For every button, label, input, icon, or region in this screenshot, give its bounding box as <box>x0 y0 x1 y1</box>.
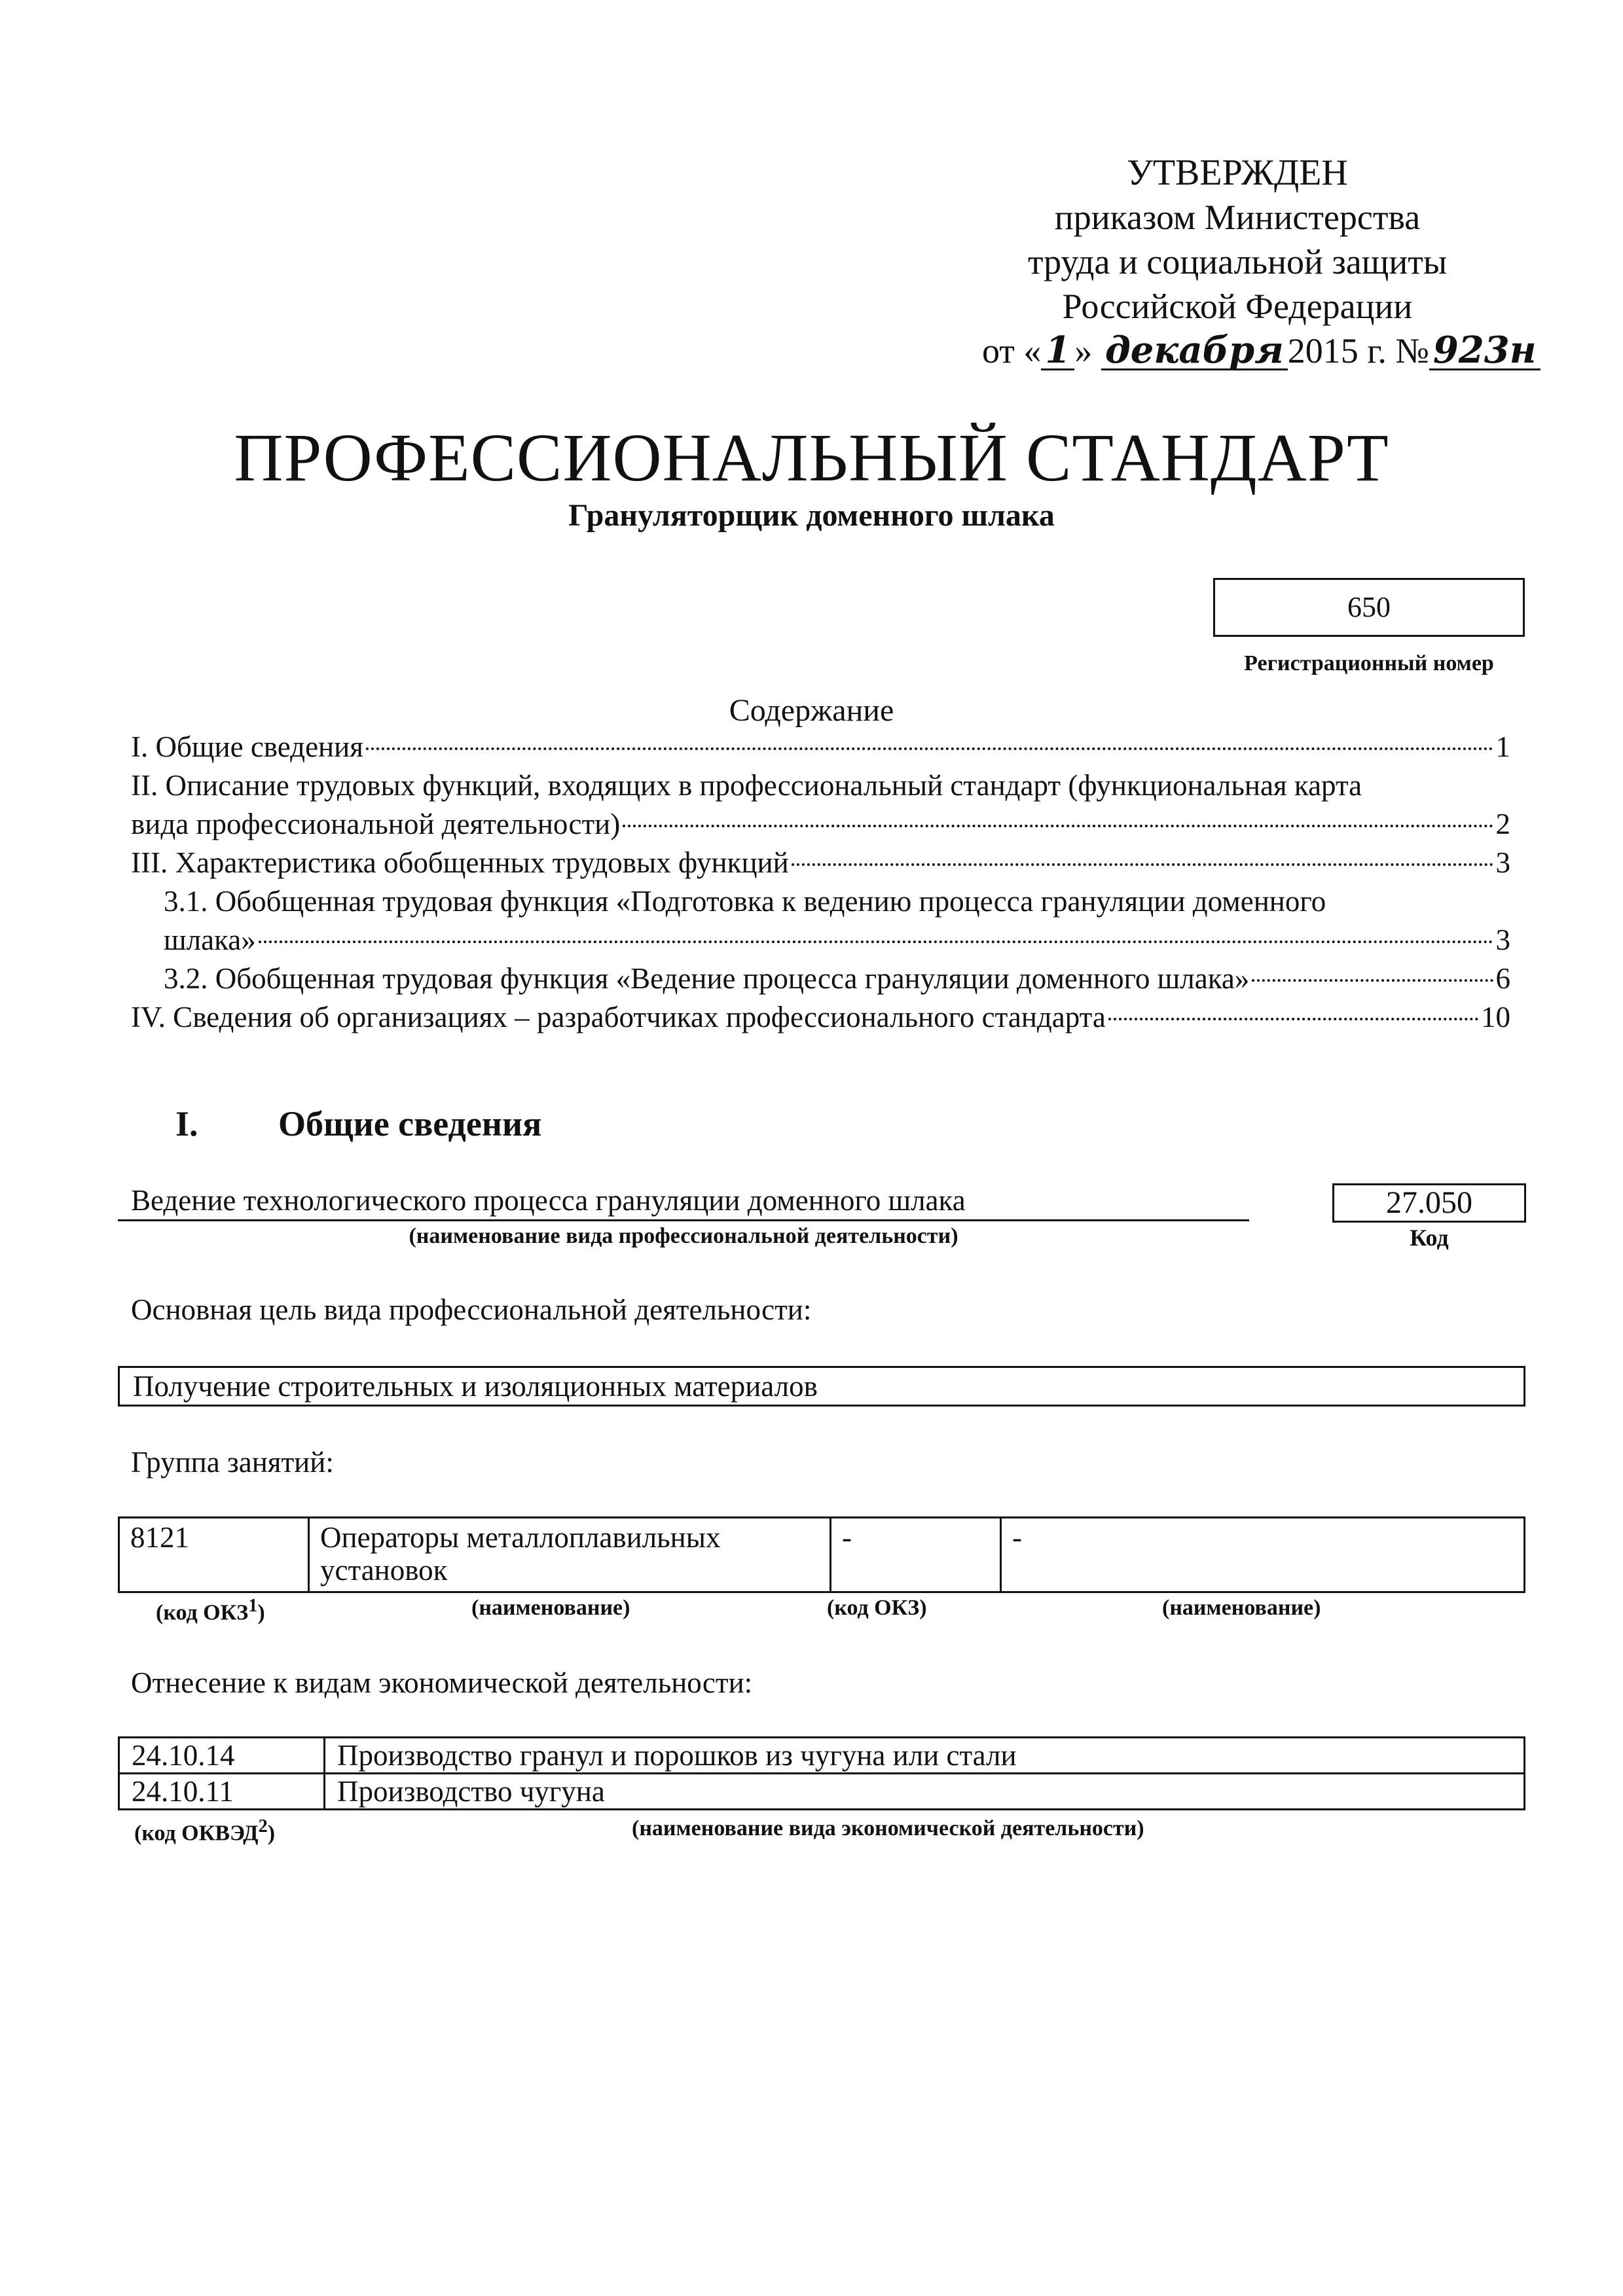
toc-item-text-line1[interactable]: II. Описание трудовых функций, входящих в профессиональный стандарт (функциональная карта <box>131 769 1362 802</box>
handwritten-day: 1 <box>1041 332 1074 370</box>
caption-text: ) <box>257 1600 265 1625</box>
toc-item[interactable] <box>131 728 1510 766</box>
caption-text: (код ОКВЭД <box>134 1821 259 1846</box>
approval-line-4: Российской Федерации <box>1062 287 1413 326</box>
registration-number-box: 650 <box>1213 578 1525 637</box>
table-row <box>119 1518 1525 1592</box>
section-title: Общие сведения <box>278 1104 542 1143</box>
date-mid: » <box>1074 331 1093 370</box>
okved-name-cell: Производство гранул и порошков из чугуна или стали <box>325 1738 1525 1774</box>
registration-number-caption: Регистрационный номер <box>1244 651 1494 675</box>
toc-leader <box>1252 979 1493 982</box>
toc-leader <box>366 747 1493 750</box>
activity-caption: (наименование вида профессиональной деятельности) <box>409 1224 958 1248</box>
okved-code-cell: 24.10.14 <box>119 1738 325 1774</box>
occupation-name-cell: Операторы металлоплавильных установок <box>309 1518 831 1592</box>
okved-table <box>118 1736 1525 1810</box>
okz-code-caption <box>156 1596 265 1625</box>
caption-text: ) <box>267 1821 276 1846</box>
toc-item[interactable] <box>131 805 1510 843</box>
toc-item-page: 2 <box>1495 808 1510 840</box>
toc-item[interactable] <box>164 960 1510 997</box>
table-row <box>119 1774 1525 1810</box>
toc-leader <box>259 941 1493 943</box>
okved-name-cell: Производство чугуна <box>325 1774 1525 1810</box>
activity-code-box: 27.050 <box>1332 1183 1526 1223</box>
approval-date-line <box>976 329 1537 373</box>
okz-code-cell: - <box>831 1518 1001 1592</box>
section-number: I. <box>175 1104 198 1143</box>
approval-line-2: приказом Министерства <box>1054 198 1421 237</box>
handwritten-order-number: 923н <box>1429 332 1541 370</box>
footnote-marker: 1 <box>248 1596 258 1616</box>
occupation-name-caption: (наименование) <box>471 1596 630 1620</box>
toc-item-page: 10 <box>1481 1001 1510 1033</box>
toc-item-text: I. Общие сведения <box>131 730 363 763</box>
toc-item-page: 3 <box>1495 846 1510 879</box>
toc-item-page: 6 <box>1495 962 1510 995</box>
occupation-group-table <box>118 1516 1525 1593</box>
toc-item-text: III. Характеристика обобщенных трудовых функций <box>131 846 789 879</box>
toc-heading: Содержание <box>729 693 894 728</box>
toc-leader <box>792 863 1493 866</box>
econ-activity-label: Отнесение к видам экономической деятельности: <box>131 1666 753 1699</box>
toc-item-text: вида профессиональной деятельности) <box>131 808 621 840</box>
group-label: Группа занятий: <box>131 1446 334 1479</box>
table-row <box>119 1738 1525 1774</box>
approval-block <box>976 151 1537 373</box>
toc-item[interactable] <box>131 844 1510 882</box>
toc-item[interactable] <box>131 998 1510 1036</box>
toc-item[interactable] <box>164 921 1510 959</box>
activity-name: Ведение технологического процесса грануляции доменного шлака <box>131 1184 966 1217</box>
okved-name-caption: (наименование вида экономической деятельности) <box>632 1816 1144 1840</box>
toc-leader <box>1108 1018 1478 1020</box>
goal-box: Получение строительных и изоляционных материалов <box>118 1366 1525 1407</box>
toc-item-text-line1[interactable]: 3.1. Обобщенная трудовая функция «Подготовка к ведению процесса грануляции доменного <box>164 885 1326 918</box>
okved-code-cell: 24.10.11 <box>119 1774 325 1810</box>
goal-label: Основная цель вида профессиональной деятельности: <box>131 1293 812 1326</box>
okz-code-caption-2: (код ОКЗ) <box>827 1596 927 1620</box>
document-subtitle: Грануляторщик доменного шлака <box>568 498 1055 533</box>
okz-code-cell: 8121 <box>119 1518 309 1592</box>
toc-item-text: 3.2. Обобщенная трудовая функция «Ведение процесса грануляции доменного шлака» <box>164 962 1250 995</box>
activity-underline <box>118 1219 1249 1221</box>
toc-item-text: шлака» <box>164 924 256 956</box>
date-prefix: от « <box>982 331 1042 370</box>
caption-text: (код ОКЗ <box>156 1600 249 1625</box>
toc-item-page: 1 <box>1495 730 1510 763</box>
approval-line-3: труда и социальной защиты <box>1027 242 1448 281</box>
activity-code-caption: Код <box>1410 1225 1449 1251</box>
okved-code-caption <box>134 1816 275 1846</box>
toc-item-page: 3 <box>1495 924 1510 956</box>
approval-heading: УТВЕРЖДЕН <box>1127 152 1348 193</box>
toc-leader <box>623 825 1493 827</box>
handwritten-month: декабря <box>1101 332 1288 370</box>
year-text: 2015 г. № <box>1287 331 1429 370</box>
document-title: ПРОФЕССИОНАЛЬНЫЙ СТАНДАРТ <box>234 420 1389 495</box>
occupation-name-cell: - <box>1001 1518 1525 1592</box>
toc-item-text: IV. Сведения об организациях – разработчиках профессионального стандарта <box>131 1001 1106 1033</box>
occupation-name-caption-2: (наименование) <box>1162 1596 1321 1620</box>
footnote-marker: 2 <box>258 1816 268 1837</box>
